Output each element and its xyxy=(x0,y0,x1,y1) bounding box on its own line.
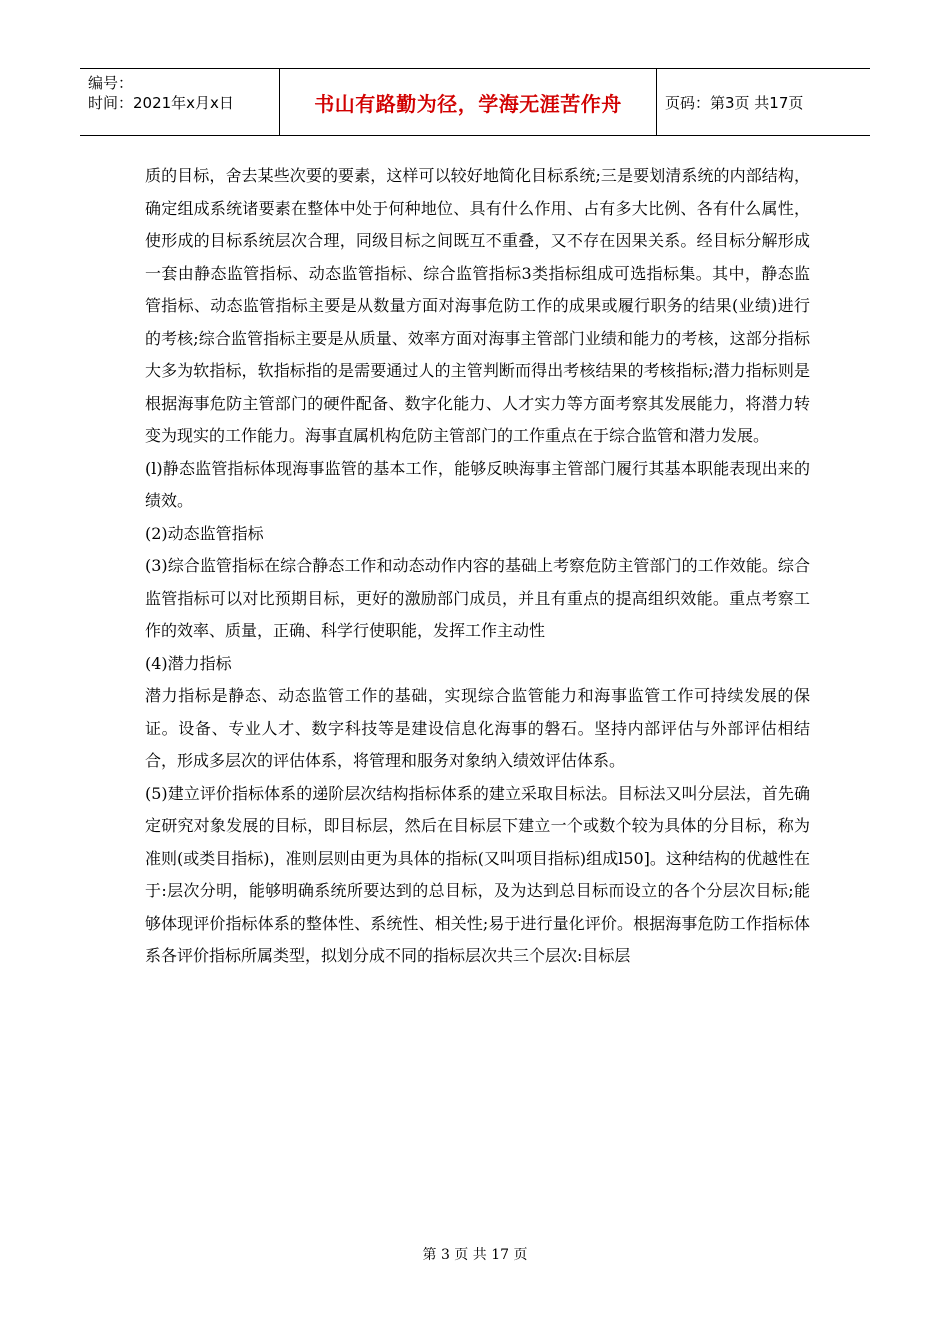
paragraph: 质的目标，舍去某些次要的要素，这样可以较好地简化目标系统;三是要划清系统的内部结构，确定组成系统诸要素在整体中处于何种地位、具有什么作用、占有多大比例、各有什么属性，使形成的目标系统层次合理，同级目标之间既互不重叠，又不存在因果关系。经目标分解形成一套由静态监管指标、动态监管指标、综合监管指标3类指标组成可选指标集。其中，静态监管指标、动态监管指标主要是从数量方面对海事危防工作的成果或履行职务的结果(业绩)进行的考核;综合监管指标主要是从质量、效率方面对海事主管部门业绩和能力的考核，这部分指标大多为软指标，软指标指的是需要通过人的主管判断而得出考核结果的考核指标;潜力指标则是根据海事危防主管部门的硬件配备、数字化能力、人才实力等方面考察其发展能力，将潜力转变为现实的工作能力。海事直属机构危防主管部门的工作重点在于综合监管和潜力发展。 xyxy=(145,166,810,445)
paragraph: 潜力指标是静态、动态监管工作的基础，实现综合监管能力和海事监管工作可持续发展的保证。设备、专业人才、数字科技等是建设信息化海事的磐石。坚持内部评估与外部评估相结合，形成多层次的评估体系，将管理和服务对象纳入绩效评估体系。 xyxy=(145,686,810,770)
document-body xyxy=(145,160,810,973)
paragraph: (3)综合监管指标在综合静态工作和动态动作内容的基础上考察危防主管部门的工作效能。综合监管指标可以对比预期目标，更好的激励部门成员，并且有重点的提高组织效能。重点考察工作的效率、质量，正确、科学行使职能，发挥工作主动性 xyxy=(145,556,810,640)
header-page-info: 页码：第3页 共17页 xyxy=(665,93,804,112)
page-footer: 第 3 页 共 17 页 xyxy=(422,1247,528,1263)
header-meta xyxy=(80,69,280,135)
document-date: 时间：2021年x月x日 xyxy=(88,94,234,112)
header-motto: 书山有路勤为径，学海无涯苦作舟 xyxy=(280,69,657,135)
document-number-label: 编号： xyxy=(88,74,134,92)
paragraph: (5)建立评价指标体系的递阶层次结构指标体系的建立采取目标法。目标法又叫分层法，首先确定研究对象发展的目标，即目标层，然后在目标层下建立一个或数个较为具体的分目标，称为准则(或类目指标)，准则层则由更为具体的指标(又叫项目指标)组成l50]。这种结构的优越性在于:层次分明，能够明确系统所要达到的总目标，及为达到总目标而设立的各个分层次目标;能够体现评价指标体系的整体性、系统性、相关性;易于进行量化评价。根据海事危防工作指标体系各评价指标所属类型，拟划分成不同的指标层次共三个层次:目标层 xyxy=(145,783,810,965)
paragraph: (4)潜力指标 xyxy=(145,653,232,673)
paragraph: (l)静态监管指标体现海事监管的基本工作，能够反映海事主管部门履行其基本职能表现出来的绩效。 xyxy=(145,458,810,510)
page-header xyxy=(80,68,870,136)
paragraph: (2)动态监管指标 xyxy=(145,523,264,543)
